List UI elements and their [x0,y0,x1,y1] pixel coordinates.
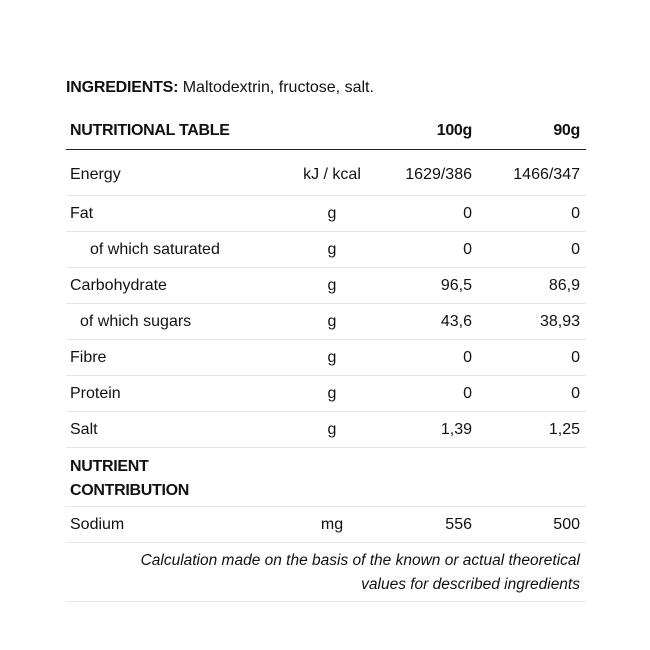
nutrition-table [66,112,586,602]
row-value-100g: 43,6 [440,312,472,330]
row-value-100g: 0 [463,348,472,366]
table-row-protein [66,376,586,412]
row-value-90g: 0 [571,384,580,402]
row-value-90g: 1,25 [548,420,580,438]
note-line2: values for described ingredients [361,576,580,593]
table-row-sodium [66,507,586,543]
row-value-90g: 38,93 [539,312,580,330]
row-name: of which saturated [90,240,220,258]
row-value-90g: 0 [571,348,580,366]
row-unit: g [327,384,337,402]
table-row-fibre [66,340,586,376]
row-value-100g: 0 [463,240,472,258]
table-row-fat [66,196,586,232]
row-name: Sodium [70,515,125,533]
row-unit: g [327,240,337,258]
note-line1: Calculation made on the basis of the known or actual theoretical [140,552,580,569]
row-value-100g: 556 [445,515,472,533]
table-title: NUTRITIONAL TABLE [70,122,230,139]
section-title-line2: CONTRIBUTION [70,482,190,499]
ingredients-label: INGREDIENTS: [66,79,179,96]
row-unit: mg [320,515,344,533]
section-title-line1: NUTRIENT [70,458,149,475]
table-header-row [66,112,586,150]
row-value-100g: 1629/386 [405,165,472,183]
column-header-90g: 90g [553,122,580,139]
table-row-salt [66,412,586,448]
row-value-100g: 0 [463,384,472,402]
section-title [70,455,189,503]
ingredients-line [66,78,374,98]
row-name: Fat [70,204,94,222]
ingredients-text: Maltodextrin, fructose, salt. [178,79,374,96]
row-unit: g [327,204,337,222]
row-value-90g: 1466/347 [513,165,580,183]
row-value-100g: 96,5 [440,276,472,294]
row-value-100g: 0 [463,204,472,222]
row-value-90g: 86,9 [548,276,580,294]
row-name: Fibre [70,348,107,366]
row-value-90g: 500 [553,515,580,533]
row-unit: g [327,348,337,366]
table-row-saturated [66,232,586,268]
row-unit: g [327,276,337,294]
row-name: Carbohydrate [70,276,167,294]
row-name: Salt [70,420,98,438]
row-name: of which sugars [80,312,192,330]
table-row-energy [66,150,586,196]
row-value-90g: 0 [571,204,580,222]
column-header-100g: 100g [436,122,472,139]
table-row-sugars [66,304,586,340]
note-text [141,549,580,597]
calculation-note [66,543,586,602]
table-row-carbohydrate [66,268,586,304]
row-name: Energy [70,165,121,183]
row-unit: kJ / kcal [303,165,361,183]
row-name: Protein [70,384,121,402]
row-value-100g: 1,39 [440,420,472,438]
row-unit: g [327,420,337,438]
section-nutrient-contribution [66,448,586,507]
row-unit: g [327,312,337,330]
row-value-90g: 0 [571,240,580,258]
